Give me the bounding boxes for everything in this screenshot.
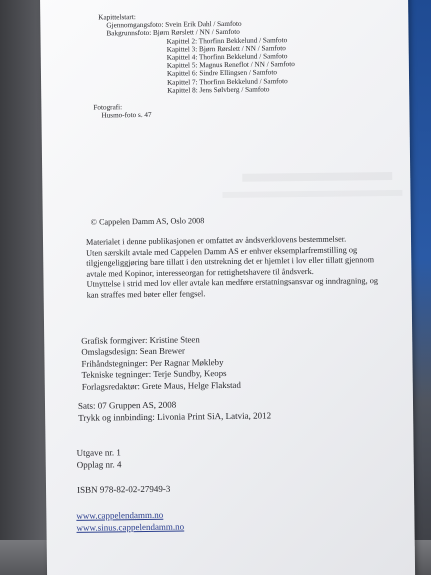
sinus-link[interactable]: www.sinus.cappelendamm.no [76, 521, 185, 533]
chapter-credit: Kapittel 3: Bjørn Rørslett / NN / Samfoto [166, 44, 286, 54]
staff-line: Frihåndstegninger: Per Ragnar Møkleby [81, 356, 224, 369]
legal-line: Uten særskilt avtale med Cappelen Damm AS er enhver eksemplarfremstilling og [86, 244, 358, 258]
legal-line: avtale med Kopinor, interesseorgan for rettighetshavere til åndsverk. [86, 266, 314, 279]
photo-source [93, 103, 151, 120]
photo-credits [98, 11, 295, 95]
print-line: Trykk og innbinding: Livonia Print SiA, Latvia, 2012 [78, 410, 272, 423]
background-photo-credit: Bakgrunnsfoto: Bjørn Rørslett / NN / Samfoto [106, 28, 240, 38]
credits-header: Kapittelstart: [98, 13, 136, 22]
legal-notice [86, 234, 407, 301]
chapter-credit: Kapittel 4: Thorfinn Bekkelund / Samfoto [166, 52, 288, 62]
show-through-line [242, 172, 392, 182]
legal-line: Materialet i denne publikasjonen er omfattet av åndsverklovens bestemmelser. [85, 234, 347, 247]
printing-line: Opplag nr. 4 [76, 458, 122, 470]
publisher-links [76, 509, 184, 534]
book-page [40, 0, 415, 575]
cappelendamm-link[interactable]: www.cappelendamm.no [76, 509, 164, 521]
staff-line: Omslagsdesign: Sean Brewer [81, 345, 186, 358]
chapter-credit: Kapittel 6: Sindre Ellingsen / Samfoto [166, 68, 278, 79]
legal-line: kan straffes med bøter eller fengsel. [86, 289, 206, 300]
staff-line: Grafisk formgiver: Kristine Steen [81, 334, 200, 346]
chapter-credit: Kapittel 7: Thorfinn Bekkelund / Samfoto [167, 76, 288, 87]
isbn: ISBN 978-82-02-27949-3 [76, 483, 171, 495]
staff-line: Tekniske tegninger: Terje Sundby, Keops [81, 368, 227, 380]
chapter-credit: Kapittel 8: Jens Sølvberg / Samfoto [167, 85, 270, 95]
photo-header: Fotografi: [93, 103, 123, 112]
print-line: Sats: 07 Gruppen AS, 2008 [77, 399, 177, 411]
edition-line: Utgave nr. 1 [76, 447, 121, 458]
print-info [78, 398, 271, 424]
show-through-line [222, 190, 402, 198]
staff-line: Forlagsredaktør: Grete Maus, Helge Flakstad [81, 379, 241, 392]
production-staff [81, 334, 241, 393]
chapter-credit: Kapittel 5: Magnus Reneflot / NN / Samfoto [166, 60, 295, 70]
photo-line: Husmo-foto s. 47 [101, 111, 152, 120]
cover-photo-credit: Gjennomgangsfoto: Svein Erik Dahl / Samfoto [106, 19, 242, 30]
legal-line: Utnyttelse i strid med lov eller avtale kan medføre erstatningsansvar og inndragning, og [86, 276, 379, 290]
chapter-credit: Kapittel 2: Thorfinn Bekkelund / Samfoto [166, 35, 288, 46]
legal-line: tilgjengeliggjøring bare tillatt i den utstrekning det er hjemlet i lov eller tillatt gjennom [86, 255, 375, 268]
edition-info [77, 447, 122, 471]
copyright-notice: © Cappelen Damm AS, Oslo 2008 [90, 216, 205, 227]
